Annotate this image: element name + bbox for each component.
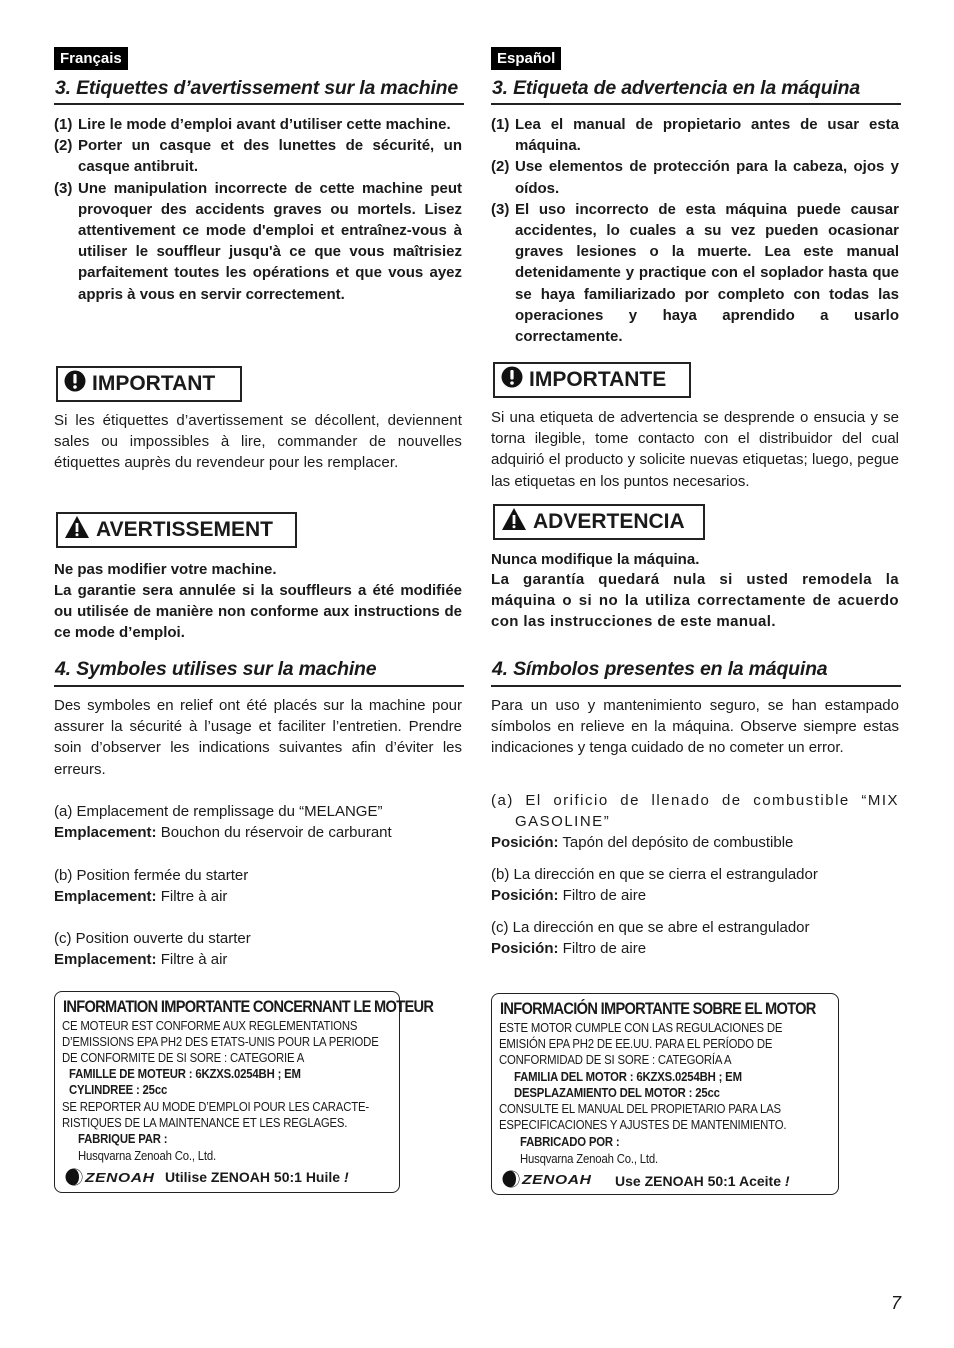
language-tag: Français	[54, 47, 128, 70]
label-line: FABRICADO POR :	[520, 1134, 620, 1149]
label-line: CONSULTE EL MANUAL DEL PROPIETARIO PARA LAS	[499, 1101, 781, 1116]
important-box	[56, 366, 242, 402]
symbol-item-b	[491, 864, 901, 906]
engine-info-label	[491, 993, 839, 1195]
label-line: ESTE MOTOR CUMPLE CON LAS REGULACIONES DE	[499, 1020, 783, 1035]
label-line: FAMILLE DE MOTEUR : 6KZXS.0254BH ; EM	[69, 1066, 301, 1081]
symbol-item-a	[54, 801, 464, 843]
symbols-intro: Para un uso y mantenimiento seguro, se han estampado símbolos en relieve en la máquina. Observe siempre estas indicaciones y tenga cuidado de no cometer un error.	[491, 697, 899, 757]
section-divider	[491, 685, 901, 687]
label-line: DESPLAZAMIENTO DEL MOTOR : 25cc	[514, 1085, 720, 1100]
language-tag: Español	[491, 47, 561, 70]
warning-box	[493, 504, 705, 540]
section-4-title: 4. Símbolos presentes en la máquina	[492, 658, 828, 680]
warning-text-1: Ne pas modifier votre machine.	[54, 561, 277, 578]
label-line: FAMILIA DEL MOTOR : 6KZXS.0254BH ; EM	[514, 1069, 742, 1084]
label-line: CE MOTEUR EST CONFORME AUX REGLEMENTATIONS	[62, 1018, 358, 1033]
section-4-title: 4. Symboles utilises sur la machine	[55, 658, 377, 680]
symbol-item-a	[491, 790, 901, 854]
item-number: (1)	[491, 116, 510, 133]
symbol-item-c	[54, 928, 464, 970]
symbol-description: (c) La dirección en que se abre el estrangulador	[491, 919, 810, 936]
label-line: D’EMISSIONS EPA PH2 DES ETATS-UNIS POUR LA PERIODE	[62, 1034, 379, 1049]
item-number: (2)	[491, 158, 510, 176]
important-text: Si una etiqueta de advertencia se desprende o ensucia y se torna ilegible, tome contacto con el distribuidor del cual adquirió el producto y solicite nuevas etiquetas; luego, pegue las etiquetas en los puntos necesarios.	[491, 409, 899, 490]
symbol-description: (c) Position ouverte du starter	[54, 930, 251, 947]
engine-info-label	[54, 991, 434, 1193]
warning-text-2: La garantie sera annulée si la souffleurs a été modifiée ou utilisée de manière non conforme aux instructions de ce mode d’emploi.	[54, 582, 462, 642]
symbol-location: Posición: Tapón del depósito de combustible	[491, 834, 794, 852]
item-number: (3)	[491, 200, 510, 218]
symbol-location: Emplacement: Filtre à air	[54, 888, 228, 906]
label-line: Husqvarna Zenoah Co., Ltd.	[520, 1151, 659, 1166]
section-divider	[491, 103, 901, 105]
symbol-location: Posición: Filtro de aire	[491, 940, 647, 958]
item-number: (3)	[54, 179, 73, 197]
oil-instruction: Utilise ZENOAH 50:1 Huile !	[165, 1169, 349, 1185]
label-line: CONFORMIDAD DE SI SORE : CATEGORÍA A	[499, 1052, 732, 1067]
oil-instruction: Use ZENOAH 50:1 Aceite !	[615, 1173, 790, 1189]
symbol-item-c	[491, 917, 901, 959]
item-text: Porter un casque et des lunettes de sécurité, un casque antibruit.	[78, 137, 462, 176]
important-label: IMPORTANT	[92, 372, 216, 395]
label-line: RISTIQUES DE LA MAINTENANCE ET LES REGLAGES.	[62, 1115, 348, 1130]
page-number: 7	[890, 1293, 901, 1313]
label-line: DE CONFORMITE DE SI SORE : CATEGORIE A	[62, 1050, 305, 1065]
symbol-location: Posición: Filtro de aire	[491, 887, 647, 905]
item-number: (1)	[54, 116, 73, 133]
label-line: EMISIÓN EPA PH2 DE EE.UU. PARA EL PERÍODO DE	[499, 1036, 773, 1051]
list-item	[54, 114, 462, 135]
zenoah-logo	[502, 1170, 592, 1188]
warning-text-2: La garantía quedará nula si usted remodela la máquina o si no la utiliza correctamente de acuerdo con las instrucciones de este manual.	[491, 571, 899, 631]
warning-labels-list	[491, 114, 899, 347]
zenoah-mark-icon	[502, 1170, 522, 1188]
list-item	[491, 199, 899, 347]
section-3-title: 3. Etiquettes d’avertissement sur la machine	[55, 77, 459, 99]
zenoah-logo	[65, 1168, 155, 1186]
symbol-item-b	[54, 865, 464, 907]
symbol-location: Emplacement: Filtre à air	[54, 951, 228, 969]
exclamation-circle-icon	[501, 366, 523, 394]
symbol-description: (b) Position fermée du starter	[54, 867, 249, 884]
brand-name: ZENOAH	[522, 1171, 592, 1187]
item-text: Une manipulation incorrecte de cette machine peut provoquer des accidents graves ou mortels. Lisez attentivement ce mode d'emploi et entraînez-vous à utiliser le souffleur jusqu'à ce que vous maîtrisiez parfaitement toutes les opérations et que vous ayez appris à vous en servir correctement.	[78, 179, 462, 303]
label-title: INFORMATION IMPORTANTE CONCERNANT LE MOTEUR	[63, 997, 434, 1016]
item-number: (2)	[54, 137, 73, 155]
warning-triangle-icon	[64, 515, 90, 545]
zenoah-mark-icon	[65, 1168, 85, 1186]
item-text: Lea el manual de propietario antes de usar esta máquina.	[515, 116, 899, 155]
label-line: ESPECIFICACIONES Y AJUSTES DE MANTENIMIENTO.	[499, 1117, 787, 1132]
symbol-description: (a) El orificio de llenado de combustible “MIX GASOLINE”	[491, 792, 899, 831]
brand-name: ZENOAH	[85, 1169, 155, 1185]
section-3-title: 3. Etiqueta de advertencia en la máquina	[492, 77, 861, 99]
label-line: SE REPORTER AU MODE D’EMPLOI POUR LES CARACTE-	[62, 1099, 369, 1114]
warning-box	[56, 512, 297, 548]
item-text: Use elementos de protección para la cabeza, ojos y oídos.	[515, 158, 899, 197]
section-divider	[54, 103, 464, 105]
label-line: CYLINDREE : 25cc	[69, 1082, 168, 1097]
important-box	[493, 362, 691, 398]
symbol-location: Emplacement: Bouchon du réservoir de carburant	[54, 824, 392, 842]
label-line: FABRIQUE PAR :	[78, 1131, 168, 1146]
symbol-description: (b) La dirección en que se cierra el estrangulador	[491, 866, 818, 883]
exclamation-circle-icon	[64, 370, 86, 398]
list-item	[54, 135, 462, 177]
item-text: Lire le mode d’emploi avant d’utiliser cette machine.	[78, 116, 451, 133]
important-label: IMPORTANTE	[529, 368, 667, 391]
list-item	[54, 178, 462, 305]
list-item	[491, 114, 899, 156]
section-divider	[54, 685, 464, 687]
label-line: Husqvarna Zenoah Co., Ltd.	[78, 1148, 217, 1163]
warning-text-1: Nunca modifique la máquina.	[491, 551, 700, 568]
item-text: El uso incorrecto de esta máquina puede causar accidentes, lo cuales a su vez pueden ocasionar graves lesiones o la muerte. Lea este manual detenidamente y practique con el soplador hasta que se haya familiarizado por completo con todas las operaciones y haya aprendido a usarlo correctamente.	[515, 200, 899, 346]
symbol-description: (a) Emplacement de remplissage du “MELANGE”	[54, 803, 383, 820]
warning-label: AVERTISSEMENT	[96, 518, 273, 541]
warning-triangle-icon	[501, 507, 527, 537]
symbols-intro: Des symboles en relief ont été placés sur la machine pour assurer la sécurité à l’usage et faciliter l’entretien. Prendre soin d’observer les indications suivantes afin d’éviter les erreurs.	[54, 697, 462, 778]
important-text: Si les étiquettes d’avertissement se décollent, deviennent sales ou impossibles à lire, commander de nouvelles étiquettes auprès du revendeur pour les remplacer.	[54, 412, 462, 472]
warning-labels-list	[54, 114, 462, 305]
list-item	[491, 156, 899, 198]
label-title: INFORMACIÓN IMPORTANTE SOBRE EL MOTOR	[500, 999, 816, 1018]
warning-label: ADVERTENCIA	[533, 510, 685, 533]
